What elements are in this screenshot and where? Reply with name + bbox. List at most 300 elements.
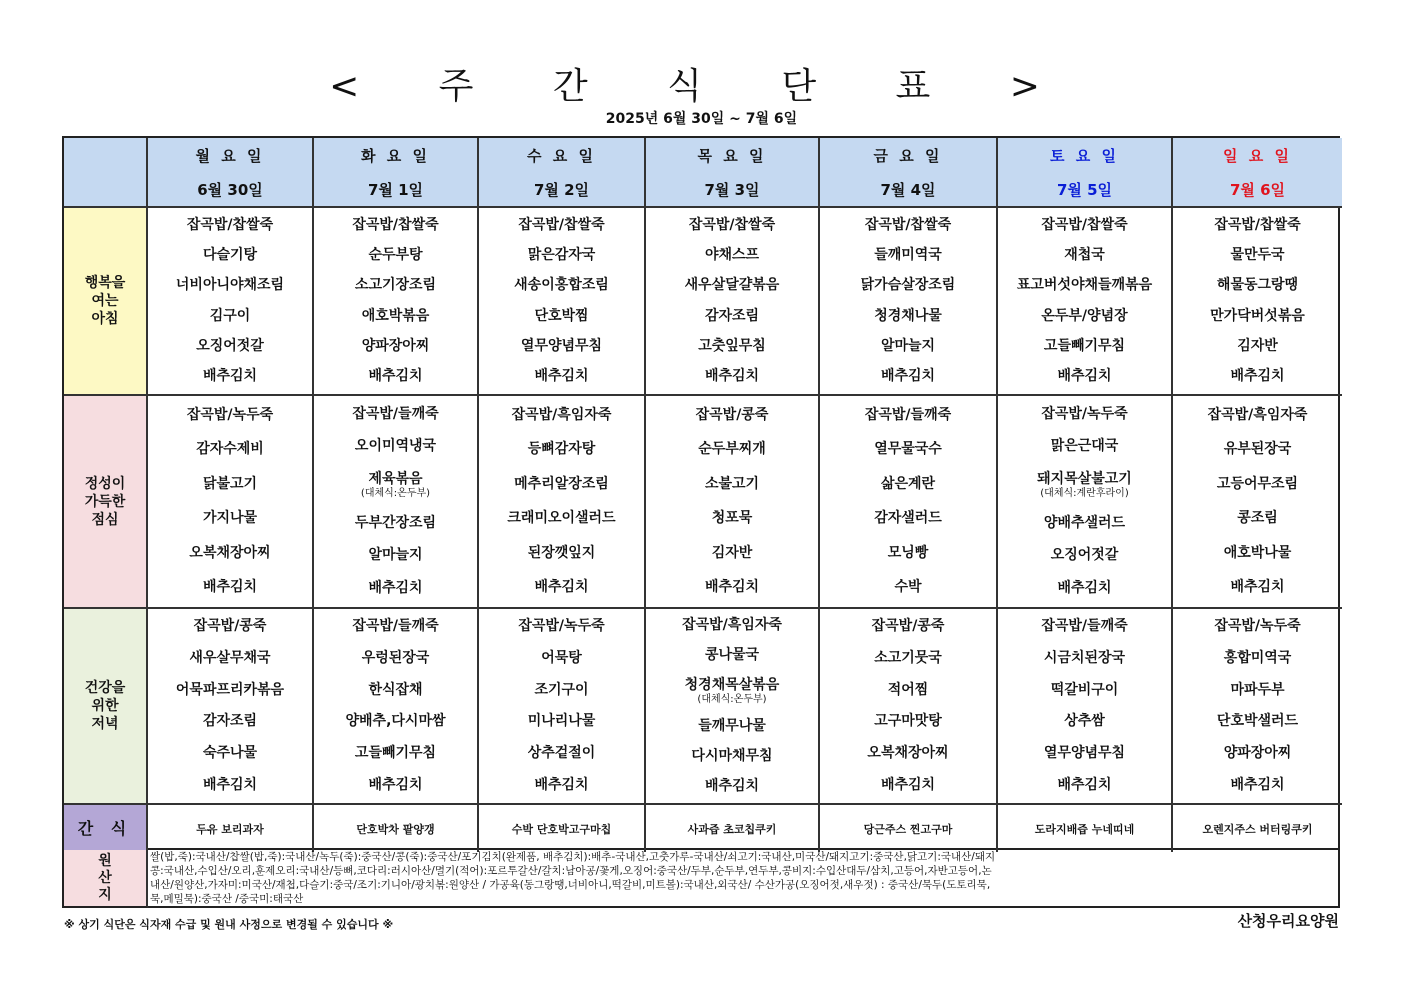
day-name: 목 요 일 (697, 146, 767, 165)
menu-item-name: 메추리알장조림 (514, 475, 609, 492)
menu-item (1051, 682, 1119, 699)
dinner-menu (646, 609, 820, 805)
menu-item-name: 닭불고기 (202, 475, 258, 492)
menu-item (865, 217, 951, 234)
menu-item (689, 217, 775, 234)
menu-item (881, 777, 935, 794)
menu-item-name: 마파두부 (1230, 681, 1285, 698)
menu-item-name: 배추김치 (534, 776, 589, 793)
menu-item (1230, 682, 1284, 699)
menu-item (874, 510, 942, 527)
menu-item-name: 오복채장아찌 (867, 744, 949, 761)
menu-item-name: 맑은감자국 (527, 246, 596, 263)
menu-item-name: 잡곡밥/흑임자죽 (682, 617, 782, 634)
breakfast-menu (646, 208, 820, 396)
menu-item-name: 잡곡밥/찹쌀죽 (186, 216, 274, 233)
menu-item (881, 338, 935, 355)
menu-item (705, 308, 759, 325)
menu-item-name: 김구이 (209, 307, 251, 324)
breakfast-menu (479, 208, 646, 396)
day-name: 금 요 일 (873, 146, 943, 165)
menu-item (534, 308, 588, 325)
menu-item (1224, 650, 1292, 667)
menu-item (368, 580, 422, 597)
snack-menu: 당근주스 찐고구마 (820, 805, 998, 852)
snack-menu: 수박 단호박고구마칩 (479, 805, 646, 852)
menu-item-name: 배추김치 (368, 580, 423, 597)
menu-item-name: 유부된장국 (1223, 441, 1292, 458)
menu-item (1051, 438, 1119, 455)
menu-table (62, 136, 1340, 850)
menu-item-name: 잡곡밥/찹쌀죽 (688, 216, 776, 233)
header-corner (64, 138, 148, 208)
menu-item-name: 감자샐러드 (874, 510, 942, 527)
breakfast-label: 행복을 여는 아침 (64, 208, 148, 396)
menu-item (362, 308, 430, 325)
menu-item-name: 배추김치 (704, 579, 760, 596)
menu-item (1041, 618, 1127, 635)
menu-item (187, 407, 273, 424)
menu-item (1217, 713, 1298, 730)
menu-item-name: 고들빼기무침 (354, 744, 437, 761)
menu-item (203, 247, 257, 264)
menu-item-name: 우렁된장국 (361, 649, 430, 666)
menu-item (894, 579, 921, 596)
menu-item-name: 맑은근대국 (1050, 438, 1119, 455)
menu-item-name: 단호박샐러드 (1216, 713, 1299, 730)
menu-item (176, 682, 284, 699)
menu-item-name: 잡곡밥/흑임자죽 (1207, 406, 1308, 423)
menu-item-name: 알마늘지 (880, 337, 936, 354)
menu-item (534, 777, 588, 794)
menu-item (874, 308, 942, 325)
menu-item (705, 778, 759, 795)
menu-item (528, 713, 596, 730)
menu-item (705, 476, 759, 493)
menu-item-name: 김자반 (1237, 337, 1278, 354)
menu-item-name: 잡곡밥/들깨죽 (352, 618, 439, 635)
menu-item-name: 다슬기탕 (202, 246, 258, 263)
menu-item (696, 407, 769, 424)
day-name: 화 요 일 (361, 146, 430, 165)
lunch-label: 정성이 가득한 점심 (64, 396, 148, 609)
menu-item-name: 잡곡밥/녹두죽 (186, 406, 274, 423)
menu-item (1237, 338, 1278, 355)
day-date: 7월 5일 (1056, 180, 1113, 199)
menu-item (1044, 338, 1125, 355)
menu-item-name: 어묵탕 (541, 649, 582, 666)
menu-item (1044, 650, 1125, 667)
menu-item (203, 368, 257, 385)
menu-item (355, 515, 436, 532)
menu-period: 2025년 6월 30일 ~ 7월 6일 (605, 111, 798, 127)
menu-item-name: 열무양념무침 (520, 337, 603, 354)
menu-item-name: 고춧잎무침 (698, 337, 766, 354)
menu-item (534, 682, 588, 699)
menu-item-name: 상추겉절이 (527, 744, 596, 761)
menu-item (1064, 713, 1105, 730)
menu-item-name: 잡곡밥/찹쌀죽 (518, 216, 605, 233)
menu-item (712, 510, 753, 527)
menu-item (861, 277, 956, 294)
menu-item-name: 열무물국수 (874, 441, 942, 458)
dinner-menu (479, 609, 646, 805)
origin-label-char: 산 (98, 869, 112, 886)
menu-item (881, 476, 935, 493)
menu-item (361, 471, 430, 499)
dinner-menu (998, 609, 1173, 805)
dinner-menu (314, 609, 479, 805)
menu-item-substitute: (대체식:계란후라이) (1040, 488, 1129, 500)
menu-item-name: 닭가슴살장조림 (860, 277, 956, 294)
menu-item (1041, 308, 1127, 325)
menu-item (176, 277, 284, 294)
menu-item-name: 너비아니야채조림 (175, 277, 285, 294)
menu-item-name: 청경채목살볶음 (684, 677, 780, 694)
breakfast-menu (998, 208, 1173, 396)
menu-item-name: 숙주나물 (202, 744, 258, 761)
menu-item-name: 잡곡밥/콩죽 (695, 406, 769, 423)
day-header (148, 138, 314, 208)
menu-item (1224, 441, 1292, 458)
menu-item (1237, 510, 1278, 527)
menu-item (189, 545, 270, 562)
menu-item (534, 368, 588, 385)
origin-label-char: 지 (98, 886, 112, 903)
menu-item (867, 745, 948, 762)
menu-item (685, 277, 780, 294)
menu-item-name: 양배추,다시마쌈 (345, 713, 446, 730)
menu-item (1230, 777, 1284, 794)
menu-item (1224, 545, 1292, 562)
menu-item-name: 양파장아찌 (1223, 744, 1292, 761)
menu-item-name: 상추쌈 (1064, 713, 1105, 730)
menu-item-name: 배추김치 (202, 776, 258, 793)
snack-menu: 두유 보리과자 (148, 805, 314, 852)
snack-label: 간 식 (64, 805, 148, 852)
menu-item (865, 407, 951, 424)
menu-item (1230, 579, 1284, 596)
menu-item (352, 217, 438, 234)
menu-item (1214, 618, 1300, 635)
breakfast-menu (314, 208, 479, 396)
menu-item-name: 홍합미역국 (1223, 649, 1292, 666)
menu-item (712, 545, 753, 562)
day-header (479, 138, 646, 208)
menu-item-name: 잡곡밥/찹쌀죽 (1214, 216, 1301, 233)
menu-item (888, 682, 929, 699)
menu-item-name: 감자수제비 (196, 441, 264, 458)
menu-item (1217, 476, 1298, 493)
menu-item-name: 크래미오이샐러드 (507, 510, 616, 527)
menu-item-name: 오복채장아찌 (189, 544, 271, 561)
menu-item-name: 잡곡밥/녹두죽 (1214, 618, 1301, 635)
lunch-menu (646, 396, 820, 609)
facility-name: 산청우리요양원 (1237, 912, 1339, 930)
day-name: 수 요 일 (527, 146, 596, 165)
menu-item-name: 단호박찜 (534, 307, 589, 324)
menu-item-name: 감자조림 (704, 307, 760, 324)
menu-item (1224, 745, 1292, 762)
menu-item (705, 368, 759, 385)
menu-item (534, 579, 588, 596)
menu-item-name: 두부간장조림 (354, 514, 437, 531)
menu-item-name: 양파장아찌 (361, 337, 430, 354)
menu-item-name: 콩나물국 (704, 647, 760, 664)
dinner-menu (1173, 609, 1342, 805)
menu-item-name: 청포묵 (711, 510, 753, 527)
menu-item-name: 가지나물 (202, 510, 258, 527)
menu-item (189, 650, 270, 667)
menu-item-name: 배추김치 (1230, 579, 1285, 596)
menu-item (203, 510, 257, 527)
day-header (820, 138, 998, 208)
menu-item (872, 618, 945, 635)
menu-item-name: 새우살달걀볶음 (684, 277, 780, 294)
day-name: 일 요 일 (1223, 146, 1292, 165)
menu-item (362, 650, 430, 667)
menu-item (507, 510, 615, 527)
menu-item (352, 406, 438, 423)
menu-item-name: 애호박나물 (1223, 544, 1292, 561)
menu-item (1057, 580, 1111, 597)
dinner-menu (148, 609, 314, 805)
menu-item-name: 떡갈비구이 (1050, 681, 1119, 698)
menu-item (518, 618, 604, 635)
menu-item (346, 713, 446, 730)
menu-item (528, 545, 596, 562)
menu-item-name: 배추김치 (202, 368, 258, 385)
menu-item (698, 718, 766, 735)
origin-line: 묵,메밀묵):중국산 /중국미:태국산 (150, 893, 304, 905)
menu-item (705, 647, 759, 664)
menu-item (1230, 247, 1284, 264)
menu-item-name: 배추김치 (1057, 776, 1112, 793)
menu-item (874, 650, 942, 667)
menu-item (210, 308, 251, 325)
day-header (314, 138, 479, 208)
day-name: 월 요 일 (195, 146, 265, 165)
menu-item-name: 잡곡밥/들깨죽 (352, 405, 439, 422)
menu-item-name: 배추김치 (1230, 776, 1285, 793)
footnote: ※ 상기 식단은 식자재 수급 및 원내 사정으로 변경될 수 있습니다 ※ (64, 918, 394, 931)
lunch-menu (1173, 396, 1342, 609)
menu-item (1017, 277, 1152, 294)
menu-item-name: 잡곡밥/콩죽 (871, 618, 945, 635)
menu-item-name: 잡곡밥/녹두죽 (518, 618, 605, 635)
menu-item (1057, 368, 1111, 385)
menu-item (194, 618, 267, 635)
menu-item-name: 들깨무나물 (698, 717, 766, 734)
day-date: 6월 30일 (197, 180, 263, 199)
day-header (1173, 138, 1342, 208)
menu-item (528, 247, 596, 264)
menu-item (1208, 407, 1308, 424)
menu-item (355, 745, 436, 762)
menu-item-name: 어묵파프리카볶음 (175, 681, 285, 698)
menu-item-name: 온두부/양념장 (1041, 307, 1128, 324)
lunch-menu (148, 396, 314, 609)
menu-item-name: 고들빼기무침 (1043, 337, 1126, 354)
menu-item-name: 순두부찌개 (698, 441, 766, 458)
lunch-menu (314, 396, 479, 609)
menu-item-name: 배추김치 (202, 579, 258, 596)
menu-item (691, 748, 772, 765)
origin-line: 쌀(밥,죽):국내산/찹쌀(밥,죽):국내산/녹두(죽):중국산/콩(죽):중국산/포기김치(완제품, 배추김치):배추-국내산,고춧가루-국내산/쇠고기:국내산,미국산/돼지고기:중국산,닭고기:국내산/돼지 (150, 851, 996, 863)
menu-item (196, 338, 264, 355)
menu-item-name: 수박 (894, 579, 922, 596)
menu-item-name: 잡곡밥/콩죽 (193, 618, 267, 635)
menu-item (682, 617, 782, 634)
menu-item-name: 알마늘지 (368, 547, 423, 564)
menu-item-name: 잡곡밥/녹두죽 (1041, 405, 1128, 422)
menu-item (1210, 308, 1305, 325)
lunch-menu (479, 396, 646, 609)
menu-item-name: 오이미역냉국 (354, 438, 437, 455)
menu-item (362, 338, 430, 355)
menu-item-name: 삶은계란 (880, 475, 936, 492)
menu-item-name: 다시마채무침 (691, 747, 773, 764)
menu-item (705, 247, 759, 264)
menu-item (1041, 217, 1127, 234)
menu-item-name: 소고기뭇국 (874, 649, 942, 666)
menu-item (518, 217, 604, 234)
menu-item (1064, 247, 1105, 264)
menu-item-name: 된장깻잎지 (527, 544, 596, 561)
breakfast-menu (148, 208, 314, 396)
menu-item-name: 배추김치 (880, 776, 936, 793)
origin-text (148, 850, 1340, 908)
menu-item-name: 새우살무채국 (189, 649, 271, 666)
menu-item-name: 고구마맛탕 (874, 713, 942, 730)
menu-item (1037, 471, 1132, 499)
menu-item (528, 441, 596, 458)
day-header (646, 138, 820, 208)
menu-item-name: 등뼈감자탕 (527, 441, 596, 458)
menu-item-name: 제육볶음 (368, 471, 423, 488)
origin-line: 내산/원양산,가자미:미국산/재첩,다슬기:중국/조기:기니아/광치볶:원양산 / 가공육(동그랑땡,너비아니,떡갈비,미트볼):국내산,외국산/ 수산가공(오징어젓,새우젓) : 중국산/묵두(도토리묵, (150, 879, 991, 891)
menu-item-name: 애호박볶음 (361, 307, 430, 324)
menu-item (888, 545, 929, 562)
menu-item (705, 579, 759, 596)
menu-item (203, 777, 257, 794)
dinner-menu (820, 609, 998, 805)
menu-item-name: 적어찜 (887, 681, 929, 698)
menu-item (1057, 777, 1111, 794)
menu-item-name: 야채스프 (704, 246, 760, 263)
menu-item (1230, 368, 1284, 385)
menu-item-name: 잡곡밥/찹쌀죽 (352, 216, 439, 233)
menu-item (355, 438, 436, 455)
menu-item-name: 새송이홍합조림 (514, 277, 609, 294)
menu-item-name: 돼지목살불고기 (1037, 471, 1132, 488)
menu-item (1217, 277, 1298, 294)
menu-item (368, 682, 422, 699)
menu-item-name: 콩조림 (1237, 510, 1278, 527)
menu-item (881, 368, 935, 385)
menu-item-name: 배추김치 (534, 368, 589, 385)
menu-item (203, 579, 257, 596)
menu-item-name: 배추김치 (1057, 368, 1112, 385)
menu-item-name: 배추김치 (368, 368, 423, 385)
menu-item (521, 338, 602, 355)
menu-item-name: 배추김치 (1057, 580, 1112, 597)
menu-item (368, 547, 422, 564)
menu-item (541, 650, 582, 667)
menu-item-name: 잡곡밥/찹쌀죽 (864, 216, 952, 233)
day-name: 토 요 일 (1050, 146, 1119, 165)
menu-item (685, 677, 780, 705)
menu-item (368, 777, 422, 794)
dinner-label: 건강을 위한 저녁 (64, 609, 148, 805)
menu-item-name: 배추김치 (368, 776, 423, 793)
lunch-menu (820, 396, 998, 609)
menu-item (528, 745, 596, 762)
snack-menu: 도라지배즙 누네띠네 (998, 805, 1173, 852)
breakfast-menu (1173, 208, 1342, 396)
menu-item-name: 양배추샐러드 (1043, 514, 1126, 531)
menu-item-name: 배추김치 (534, 579, 589, 596)
origin-line: 콩:국내산,수입산/오리,훈제오리:국내산/등뼈,코다리:러시아산/멸기(적어):포르투갈산/갈치:남아공/꽃게,오징어:중국산/두부,순두부,연두부,콩비지:수입산대두/삼치,고등어,자반고등어,논 (150, 865, 992, 877)
menu-item (698, 441, 766, 458)
menu-item-name: 고등어무조림 (1216, 475, 1299, 492)
menu-item-name: 열무양념무침 (1043, 744, 1126, 761)
menu-item-name: 미나리나물 (527, 713, 596, 730)
menu-item-name: 순두부탕 (368, 246, 423, 263)
menu-item-name: 소고기장조림 (354, 277, 437, 294)
menu-item-name: 조기구이 (534, 681, 589, 698)
menu-item-name: 시금치된장국 (1043, 649, 1126, 666)
menu-item (874, 713, 942, 730)
menu-item-name: 잡곡밥/흑임자죽 (511, 406, 612, 423)
menu-item (203, 745, 257, 762)
menu-item (368, 368, 422, 385)
menu-item (698, 338, 766, 355)
day-date: 7월 1일 (367, 180, 424, 199)
menu-item-name: 청경채나물 (874, 307, 942, 324)
origin-label (62, 850, 148, 908)
day-date: 7월 6일 (1229, 180, 1286, 199)
menu-item-name: 김자반 (711, 544, 753, 561)
snack-menu: 오렌지주스 버터링쿠키 (1202, 822, 1313, 836)
menu-item (514, 476, 609, 493)
menu-item (874, 441, 942, 458)
day-header (998, 138, 1173, 208)
menu-item (1044, 515, 1125, 532)
menu-item-name: 잡곡밥/들깨죽 (864, 406, 952, 423)
menu-item-name: 표고버섯야채들깨볶음 (1016, 277, 1153, 294)
menu-item-name: 들깨미역국 (874, 246, 942, 263)
snack-menu: 단호박차 팥양갱 (314, 805, 479, 852)
lunch-menu (998, 396, 1173, 609)
menu-item-substitute: (대체식:온두부) (360, 488, 431, 500)
day-date: 7월 3일 (704, 180, 760, 199)
menu-item (1214, 217, 1300, 234)
menu-item (512, 407, 612, 424)
menu-item-name: 감자조림 (202, 713, 258, 730)
menu-item-name: 배추김치 (704, 368, 760, 385)
menu-item-name: 모닝빵 (887, 544, 929, 561)
menu-item (203, 713, 257, 730)
menu-item-name: 물만두국 (1230, 246, 1285, 263)
breakfast-menu (820, 208, 998, 396)
menu-item-name: 재첩국 (1064, 246, 1105, 263)
snack-menu: 사과즙 초코칩쿠키 (646, 805, 820, 852)
menu-item (355, 277, 436, 294)
menu-item-name: 잡곡밥/찹쌀죽 (1041, 216, 1128, 233)
menu-item (203, 476, 257, 493)
menu-item-name: 배추김치 (704, 777, 760, 794)
